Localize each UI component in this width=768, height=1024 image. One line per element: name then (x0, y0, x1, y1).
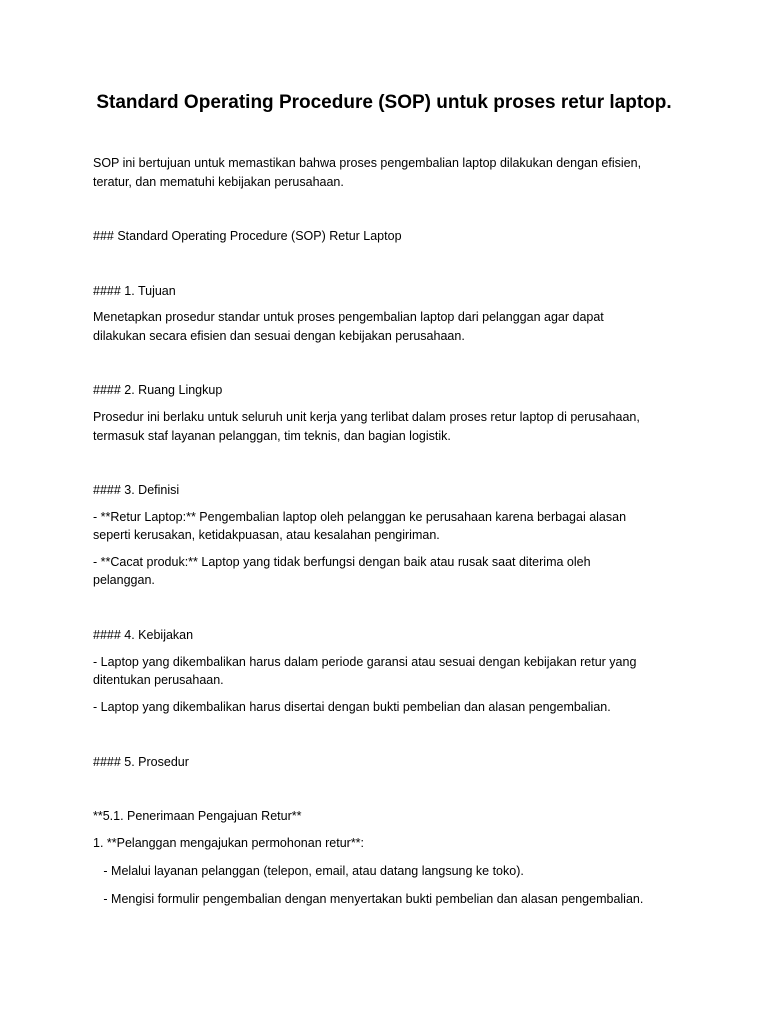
section-heading: #### 3. Definisi (93, 483, 180, 497)
list-item: ditentukan perusahaan. (93, 673, 224, 687)
body-line: termasuk staf layanan pelanggan, tim teknis, dan bagian logistik. (93, 429, 451, 443)
document-title: Standard Operating Procedure (SOP) untuk proses retur laptop. (96, 92, 672, 113)
section-heading: #### 2. Ruang Lingkup (93, 383, 223, 397)
body-line: dilakukan secara efisien dan sesuai dengan kebijakan perusahaan. (93, 329, 465, 343)
body-line: SOP ini bertujuan untuk memastikan bahwa proses pengembalian laptop dilakukan dengan efisien, (93, 156, 642, 170)
section-heading: #### 5. Prosedur (93, 755, 189, 769)
section-heading: #### 4. Kebijakan (93, 628, 194, 642)
list-item: - Laptop yang dikembalikan harus disertai dengan bukti pembelian dan alasan pengembalian. (93, 700, 611, 714)
list-item: pelanggan. (93, 573, 155, 587)
list-item: - Laptop yang dikembalikan harus dalam periode garansi atau sesuai dengan kebijakan retur yang (93, 655, 637, 669)
body-line: teratur, dan mematuhi kebijakan perusahaan. (93, 175, 344, 189)
section-heading: ### Standard Operating Procedure (SOP) Retur Laptop (93, 229, 402, 243)
list-item: seperti kerusakan, ketidakpuasan, atau kesalahan pengiriman. (93, 528, 440, 542)
body-line: Prosedur ini berlaku untuk seluruh unit kerja yang terlibat dalam proses retur laptop di perusahaan, (93, 410, 640, 424)
list-item: - **Retur Laptop:** Pengembalian laptop oleh pelanggan ke perusahaan karena berbagai alasan (93, 510, 627, 524)
list-item: - Melalui layanan pelanggan (telepon, email, atau datang langsung ke toko). (93, 864, 524, 878)
list-item: - Mengisi formulir pengembalian dengan menyertakan bukti pembelian dan alasan pengembalian. (93, 892, 644, 906)
body-line: Menetapkan prosedur standar untuk proses pengembalian laptop dari pelanggan agar dapat (93, 310, 604, 324)
list-item: 1. **Pelanggan mengajukan permohonan retur**: (93, 836, 365, 850)
section-heading: #### 1. Tujuan (93, 284, 176, 298)
list-item: - **Cacat produk:** Laptop yang tidak berfungsi dengan baik atau rusak saat diterima oleh (93, 555, 591, 569)
subsection-heading: **5.1. Penerimaan Pengajuan Retur** (93, 809, 302, 823)
